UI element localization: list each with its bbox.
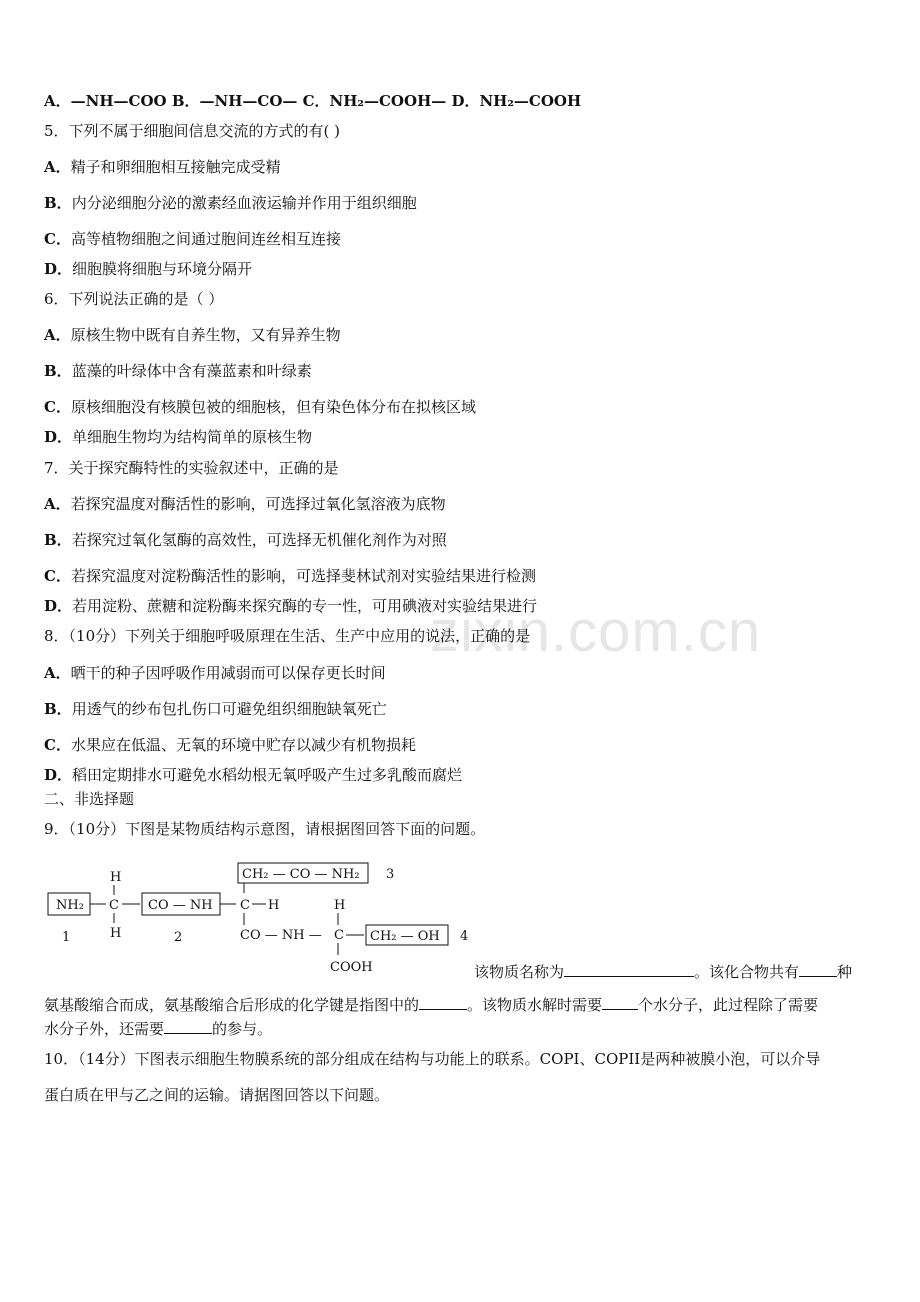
q6-option-d: D．单细胞生物均为结构简单的原核生物 xyxy=(44,428,313,446)
q7-option-b: B．若探究过氧化氢酶的高效性，可选择无机催化剂作为对照 xyxy=(44,531,447,549)
diagram-label-3: 3 xyxy=(386,867,395,882)
diagram-c3: C xyxy=(334,928,344,943)
q6-option-a: A．原核生物中既有自养生物，又有异养生物 xyxy=(44,326,341,344)
diagram-h1: H xyxy=(110,870,122,885)
q9-line2: 氨基酸缩合而成，氨基酸缩合后形成的化学键是指图中的 。该物质水解时需要 个水分子，此过程除了需要 xyxy=(44,996,819,1014)
q7-option-c: C．若探究温度对淀粉酶活性的影响，可选择斐林试剂对实验结果进行检测 xyxy=(44,567,536,585)
diagram-cooh: COOH xyxy=(330,960,373,975)
q9-line1: 该物质名称为 。该化合物共有 种 xyxy=(474,963,853,981)
blank-name[interactable] xyxy=(564,962,694,977)
q8-option-b: B．用透气的纱布包扎伤口可避免组织细胞缺氧死亡 xyxy=(44,700,387,718)
diagram-ch2-co-nh2: CH₂ — CO — NH₂ xyxy=(242,867,360,882)
diagram-c1: C xyxy=(109,898,119,913)
q7-stem: 7．关于探究酶特性的实验叙述中，正确的是 xyxy=(44,459,339,477)
q6-option-c: C．原核细胞没有核膜包被的细胞核，但有染色体分布在拟核区域 xyxy=(44,398,476,416)
q9-stem: 9．（10分）下图是某物质结构示意图，请根据图回答下面的问题。 xyxy=(44,820,486,838)
watermark: zixin.com.cn xyxy=(430,599,762,664)
diagram-nh2: NH₂ xyxy=(56,898,84,913)
section-title: 二、非选择题 xyxy=(44,790,135,808)
diagram-co-nh-chain: CO — NH — xyxy=(240,928,322,943)
q5-option-d: D．细胞膜将细胞与环境分隔开 xyxy=(44,260,253,278)
q9-line3: 水分子外，还需要 的参与。 xyxy=(44,1020,273,1038)
diagram-h4: H xyxy=(334,898,346,913)
q8-option-d: D．稻田定期排水可避免水稻幼根无氧呼吸产生过多乳酸而腐烂 xyxy=(44,766,463,784)
diagram-label-2: 2 xyxy=(174,930,183,945)
q7-option-a: A．若探究温度对酶活性的影响，可选择过氧化氢溶液为底物 xyxy=(44,495,446,513)
diagram-ch2-oh: CH₂ — OH xyxy=(370,929,440,944)
q10-line1: 10．（14分）下图表示细胞生物膜系统的部分组成在结构与功能上的联系。COPI、COPII是两种被膜小泡，可以介导 xyxy=(44,1050,821,1068)
q8-stem: 8．（10分）下列关于细胞呼吸原理在生活、生产中应用的说法，正确的是 xyxy=(44,627,531,645)
blank-bond[interactable] xyxy=(419,995,467,1010)
diagram-co-nh: CO — NH xyxy=(148,898,213,913)
diagram-label-1: 1 xyxy=(62,930,71,945)
diagram-h2: H xyxy=(110,926,122,941)
diagram-c2: C xyxy=(240,898,250,913)
diagram-label-4: 4 xyxy=(460,929,469,944)
q6-stem: 6．下列说法正确的是（ ） xyxy=(44,290,224,308)
q8-option-a: A．晒干的种子因呼吸作用减弱而可以保存更长时间 xyxy=(44,664,386,682)
blank-count[interactable] xyxy=(799,962,837,977)
q5-stem: 5．下列不属于细胞间信息交流的方式的有( ) xyxy=(44,122,341,140)
q5-option-a: A．精子和卵细胞相互接触完成受精 xyxy=(44,158,281,176)
blank-enzyme[interactable] xyxy=(164,1019,212,1034)
q10-line2: 蛋白质在甲与乙之间的运输。请据图回答以下问题。 xyxy=(44,1086,390,1104)
q7-option-d: D．若用淀粉、蔗糖和淀粉酶来探究酶的专一性，可用碘液对实验结果进行 xyxy=(44,597,538,615)
diagram-h3: H xyxy=(268,898,280,913)
q5-option-b: B．内分泌细胞分泌的激素经血液运输并作用于组织细胞 xyxy=(44,194,417,212)
q5-option-c: C．高等植物细胞之间通过胞间连丝相互连接 xyxy=(44,230,341,248)
blank-water[interactable] xyxy=(602,995,638,1010)
q4-options: A．—NH—COO B．—NH—CO— C．NH₂—COOH— D．NH₂—COOH xyxy=(44,92,582,110)
q8-option-c: C．水果应在低温、无氧的环境中贮存以减少有机物损耗 xyxy=(44,736,416,754)
structure-diagram xyxy=(44,855,474,985)
q6-option-b: B．蓝藻的叶绿体中含有藻蓝素和叶绿素 xyxy=(44,362,312,380)
